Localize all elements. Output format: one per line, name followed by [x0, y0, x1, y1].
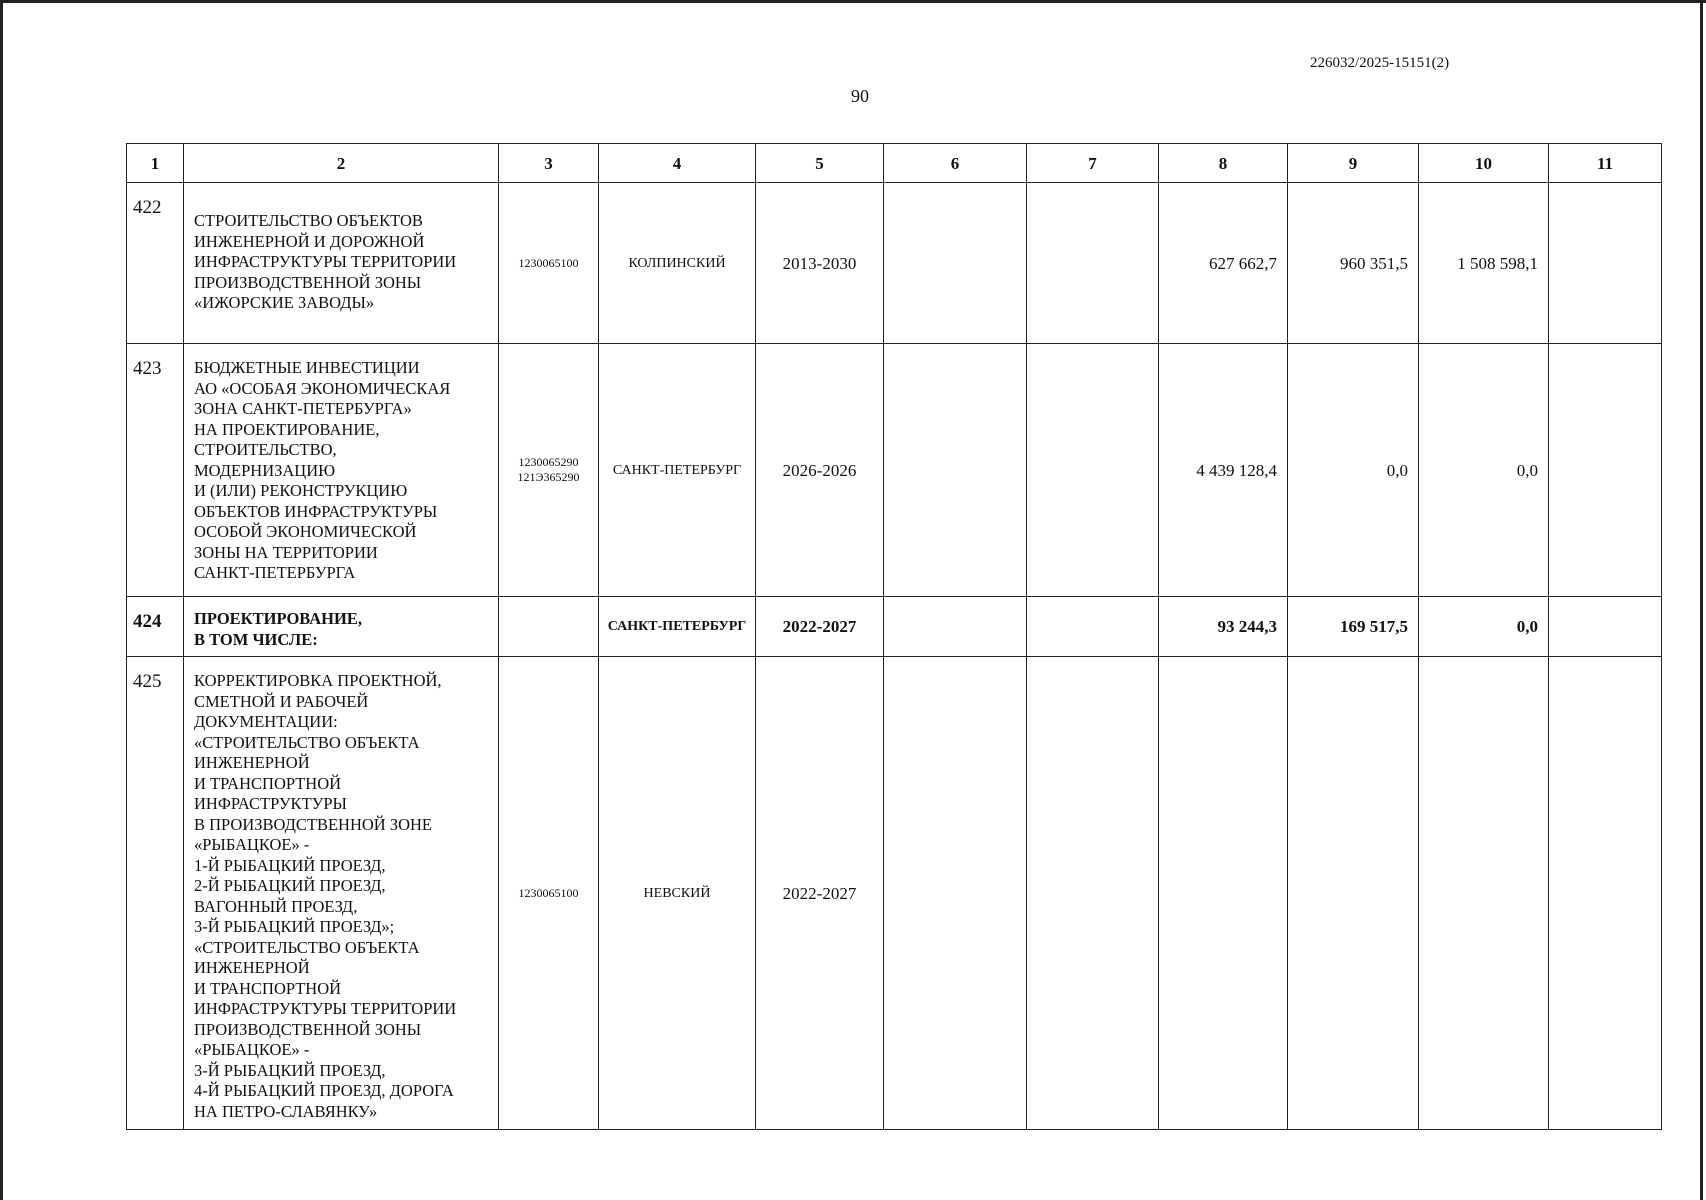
value-col6 — [884, 657, 1027, 1130]
name-line: ЗОНЫ НА ТЕРРИТОРИИ — [194, 542, 378, 562]
name-line: И (ИЛИ) РЕКОНСТРУКЦИЮ — [194, 481, 408, 500]
table-row — [127, 657, 1662, 1130]
value-col11 — [1549, 597, 1662, 657]
value-col9: 169 517,5 — [1288, 597, 1419, 657]
value-col8 — [1159, 657, 1288, 1130]
value-col8: 4 439 128,4 — [1159, 344, 1288, 597]
page-number: 90 — [851, 86, 869, 106]
column-header: 8 — [1159, 144, 1288, 183]
column-header: 7 — [1027, 144, 1159, 183]
name-line: «ИЖОРСКИЕ ЗАВОДЫ» — [194, 293, 375, 312]
name-line: НА ПРОЕКТИРОВАНИЕ, — [194, 419, 380, 439]
name-line: СМЕТНОЙ И РАБОЧЕЙ — [194, 691, 369, 711]
name-line: ИНЖЕНЕРНОЙ — [194, 753, 310, 772]
name-line: В ПРОИЗВОДСТВЕННОЙ ЗОНЕ — [194, 814, 433, 834]
name-line: ПРОИЗВОДСТВЕННОЙ ЗОНЫ — [194, 1019, 422, 1039]
name-line: БЮДЖЕТНЫЕ ИНВЕСТИЦИИ — [194, 358, 420, 377]
value-col9 — [1288, 657, 1419, 1130]
row-number: 423 — [127, 344, 184, 597]
name-line: ДОКУМЕНТАЦИИ: — [194, 712, 338, 731]
table-row — [127, 597, 1662, 657]
name-line: ПРОИЗВОДСТВЕННОЙ ЗОНЫ — [194, 272, 422, 292]
name-line: СТРОИТЕЛЬСТВО ОБЪЕКТОВ — [194, 211, 423, 230]
row-number: 425 — [127, 657, 184, 1130]
name-line: 3-Й РЫБАЦКИЙ ПРОЕЗД»; — [194, 917, 395, 936]
name-line: ИНФРАСТРУКТУРЫ — [194, 794, 347, 813]
name-line: 1-Й РЫБАЦКИЙ ПРОЕЗД, — [194, 855, 386, 875]
name-line: ПРОЕКТИРОВАНИЕ, — [194, 609, 362, 628]
code-line: 1230065290 — [518, 455, 579, 469]
budget-code — [499, 183, 599, 344]
document-number: 226032/2025-15151(2) — [1310, 55, 1450, 71]
column-header: 9 — [1288, 144, 1419, 183]
district: КОЛПИНСКИЙ — [599, 183, 756, 344]
scan-border-top — [0, 0, 1706, 3]
name-line: САНКТ-ПЕТЕРБУРГА — [194, 563, 356, 582]
row-number: 424 — [127, 597, 184, 657]
value-col11 — [1549, 657, 1662, 1130]
budget-table — [126, 143, 1662, 1130]
name-line: «РЫБАЦКОЕ» - — [194, 835, 310, 854]
name-line: ЗОНА САНКТ-ПЕТЕРБУРГА» — [194, 399, 412, 418]
budget-code — [499, 657, 599, 1130]
value-col7 — [1027, 657, 1159, 1130]
value-col8: 93 244,3 — [1159, 597, 1288, 657]
value-col8: 627 662,7 — [1159, 183, 1288, 344]
name-line: ИНФРАСТРУКТУРЫ ТЕРРИТОРИИ — [194, 252, 457, 271]
name-line: МОДЕРНИЗАЦИЮ — [194, 460, 336, 480]
value-col9: 960 351,5 — [1288, 183, 1419, 344]
value-col10 — [1419, 657, 1549, 1130]
value-col9: 0,0 — [1288, 344, 1419, 597]
name-line: И ТРАНСПОРТНОЙ — [194, 978, 342, 998]
value-col6 — [884, 597, 1027, 657]
column-header: 2 — [184, 144, 499, 183]
value-col11 — [1549, 183, 1662, 344]
object-name — [184, 344, 499, 597]
name-line: «СТРОИТЕЛЬСТВО ОБЪЕКТА — [194, 937, 420, 957]
name-line: И ТРАНСПОРТНОЙ — [194, 773, 342, 793]
column-header: 5 — [756, 144, 884, 183]
name-line: В ТОМ ЧИСЛЕ: — [194, 629, 318, 649]
name-line: 2-Й РЫБАЦКИЙ ПРОЕЗД, — [194, 876, 386, 895]
column-header: 1 — [127, 144, 184, 183]
value-col6 — [884, 344, 1027, 597]
period: 2022-2027 — [756, 597, 884, 657]
district: НЕВСКИЙ — [599, 657, 756, 1130]
value-col7 — [1027, 183, 1159, 344]
name-line: ОСОБОЙ ЭКОНОМИЧЕСКОЙ — [194, 522, 417, 541]
name-line: КОРРЕКТИРОВКА ПРОЕКТНОЙ, — [194, 671, 442, 690]
budget-code — [499, 597, 599, 657]
column-header: 4 — [599, 144, 756, 183]
district: САНКТ-ПЕТЕРБУРГ — [599, 597, 756, 657]
period: 2013-2030 — [756, 183, 884, 344]
district: САНКТ-ПЕТЕРБУРГ — [599, 344, 756, 597]
code-line: 1230065100 — [518, 255, 579, 270]
name-line: 3-Й РЫБАЦКИЙ ПРОЕЗД, — [194, 1060, 386, 1080]
value-col10: 0,0 — [1419, 344, 1549, 597]
value-col7 — [1027, 597, 1159, 657]
value-col6 — [884, 183, 1027, 344]
name-line: «СТРОИТЕЛЬСТВО ОБЪЕКТА — [194, 732, 420, 752]
name-line: СТРОИТЕЛЬСТВО, — [194, 440, 337, 459]
column-header: 3 — [499, 144, 599, 183]
value-col10: 0,0 — [1419, 597, 1549, 657]
name-line: ИНФРАСТРУКТУРЫ ТЕРРИТОРИИ — [194, 999, 457, 1018]
object-name — [184, 183, 499, 344]
budget-code — [499, 344, 599, 597]
name-line: ИНЖЕНЕРНОЙ — [194, 958, 310, 977]
value-col7 — [1027, 344, 1159, 597]
column-header: 10 — [1419, 144, 1549, 183]
object-name — [184, 597, 499, 657]
value-col10: 1 508 598,1 — [1419, 183, 1549, 344]
column-header: 6 — [884, 144, 1027, 183]
row-number: 422 — [127, 183, 184, 344]
table-row — [127, 344, 1662, 597]
column-header: 11 — [1549, 144, 1662, 183]
value-col11 — [1549, 344, 1662, 597]
period: 2022-2027 — [756, 657, 884, 1130]
table-row — [127, 183, 1662, 344]
name-line: 4-Й РЫБАЦКИЙ ПРОЕЗД, ДОРОГА — [194, 1081, 454, 1100]
scan-border-left — [0, 0, 3, 1200]
name-line: ОБЪЕКТОВ ИНФРАСТРУКТУРЫ — [194, 501, 438, 521]
name-line: АО «ОСОБАЯ ЭКОНОМИЧЕСКАЯ — [194, 378, 451, 398]
column-header-row — [127, 144, 1662, 183]
name-line: ИНЖЕНЕРНОЙ И ДОРОЖНОЙ — [194, 231, 425, 251]
period: 2026-2026 — [756, 344, 884, 597]
code-line: 121Э365290 — [517, 470, 580, 484]
code-line: 1230065100 — [518, 885, 579, 900]
name-line: ВАГОННЫЙ ПРОЕЗД, — [194, 896, 358, 916]
name-line: «РЫБАЦКОЕ» - — [194, 1040, 310, 1059]
scan-border-right — [1700, 0, 1703, 1200]
object-name — [184, 657, 499, 1130]
name-line: НА ПЕТРО-СЛАВЯНКУ» — [194, 1101, 378, 1121]
